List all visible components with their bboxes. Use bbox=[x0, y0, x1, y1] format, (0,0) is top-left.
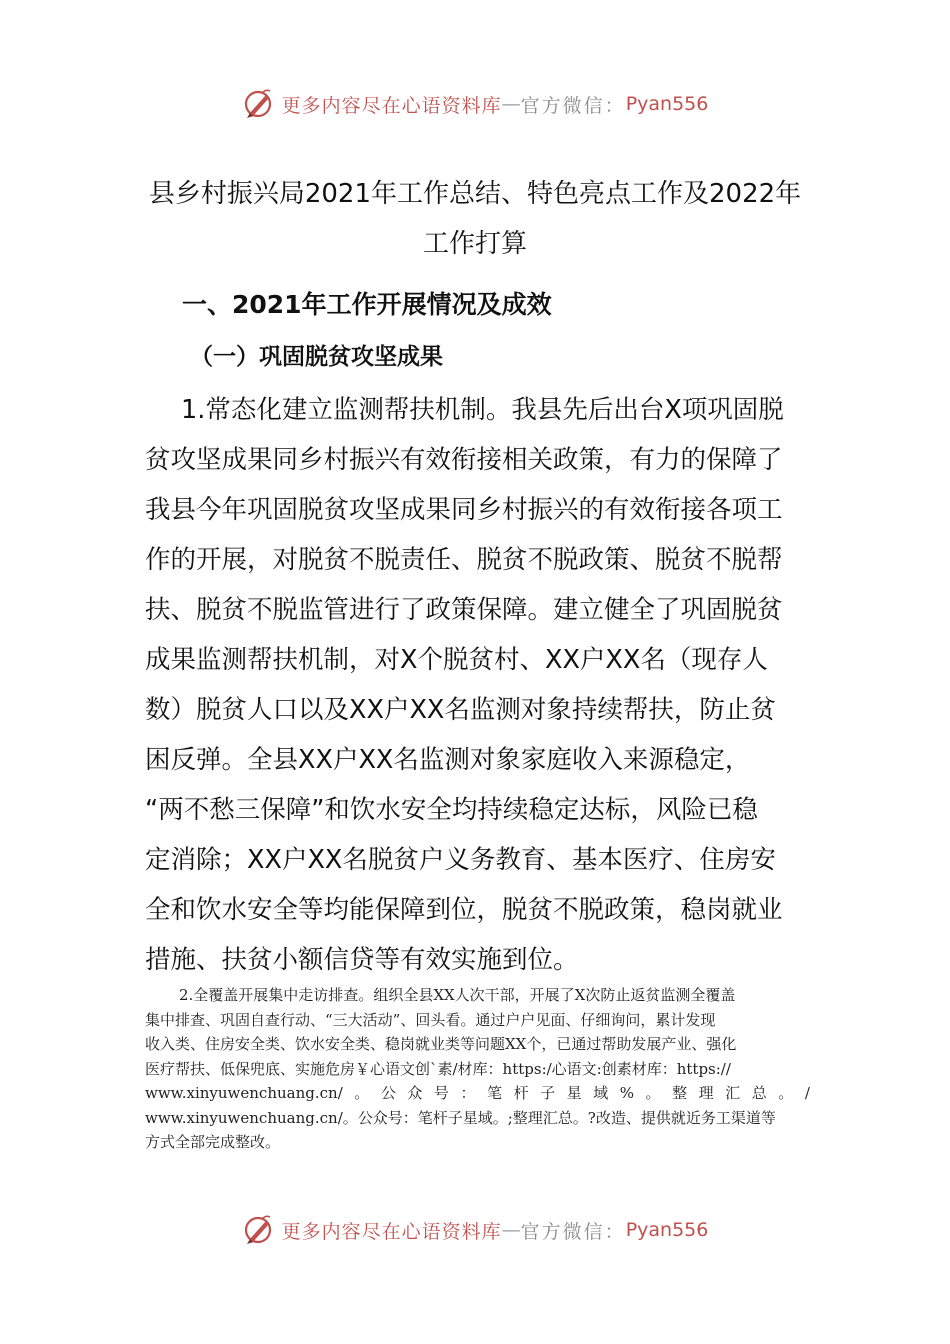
spread-token: 星 bbox=[566, 1084, 582, 1102]
banner-text: 更多内容尽在心语资料库 bbox=[281, 94, 502, 117]
pen-logo-icon bbox=[242, 87, 276, 121]
spread-token: 众 bbox=[407, 1084, 423, 1102]
small-paragraph-line: 集中排查、巩固自查行动、“三大活动”、回头看。通过户户见面、仔细询问，累计发现 bbox=[145, 1010, 716, 1029]
document-title-line-2: 工作打算 bbox=[422, 229, 527, 259]
spread-token: ： bbox=[460, 1084, 476, 1102]
spread-token: 总 bbox=[751, 1084, 767, 1102]
subsection-heading: （一）巩固脱贫攻坚成果 bbox=[190, 344, 443, 370]
small-paragraph-line-spread bbox=[145, 1081, 810, 1106]
spread-token: 。 bbox=[354, 1084, 370, 1102]
banner-wechat-label: 官方微信： bbox=[520, 94, 626, 117]
paragraph-line: 1.常态化建立监测帮扶机制。我县先后出台X项巩固脱 bbox=[181, 395, 784, 425]
paragraph-line: 成果监测帮扶机制，对X个脱贫村、XX户XX名（现存人 bbox=[145, 645, 768, 675]
paragraph-line: 扶、脱贫不脱监管进行了政策保障。建立健全了巩固脱贫 bbox=[145, 595, 783, 625]
small-paragraph-line: 方式全部完成整改。 bbox=[145, 1133, 281, 1151]
spread-token: 杆 bbox=[513, 1084, 529, 1102]
paragraph-line: 困反弹。全县XX户XX名监测对象家庭收入来源稳定， bbox=[145, 745, 751, 775]
header-banner bbox=[0, 84, 950, 124]
spread-token: 理 bbox=[698, 1084, 714, 1102]
small-paragraph-line: 医疗帮扶、低保兜底、实施危房￥心语文创`素/材库：https:/心语文:创素材库：https:// bbox=[145, 1059, 731, 1078]
banner-wechat-id: Pyan556 bbox=[625, 1219, 709, 1241]
section-heading: 一、2021年工作开展情况及成效 bbox=[182, 290, 552, 319]
spread-token: 公 bbox=[380, 1084, 396, 1102]
paragraph-line: 作的开展，对脱贫不脱责任、脱贫不脱政策、脱贫不脱帮 bbox=[145, 545, 783, 575]
paragraph-line: 措施、扶贫小额信贷等有效实施到位。 bbox=[145, 945, 579, 975]
banner-text: 更多内容尽在心语资料库 bbox=[281, 1220, 502, 1243]
pen-logo-icon bbox=[242, 1213, 276, 1247]
spread-token: 。 bbox=[778, 1084, 794, 1102]
spread-token: 。 bbox=[645, 1084, 661, 1102]
spread-token: % bbox=[619, 1084, 635, 1102]
spread-token: 子 bbox=[540, 1084, 556, 1102]
banner-wechat-label: 官方微信： bbox=[520, 1220, 626, 1243]
paragraph-line: “两不愁三保障”和饮水安全均持续稳定达标，风险已稳 bbox=[145, 795, 758, 825]
spread-token: / bbox=[804, 1084, 810, 1102]
document-title-line-1: 县乡村振兴局2021年工作总结、特色亮点工作及2022年 bbox=[148, 179, 802, 209]
paragraph-1 bbox=[145, 390, 810, 990]
small-paragraph-line: 收入类、住房安全类、饮水安全类、稳岗就业类等问题XX个，已通过帮助发展产业、强化 bbox=[145, 1035, 737, 1053]
paragraph-line: 贫攻坚成果同乡村振兴有效衔接相关政策，有力的保障了 bbox=[145, 445, 783, 475]
spread-token: 号 bbox=[433, 1084, 449, 1102]
spread-token: 汇 bbox=[725, 1084, 741, 1102]
small-paragraph-line: 2.全覆盖开展集中走访排查。组织全县XX人次干部，开展了X次防止返贫监测全覆盖 bbox=[179, 986, 736, 1004]
spread-token: 笔 bbox=[487, 1084, 503, 1102]
banner-dash: — bbox=[501, 93, 521, 115]
spread-token: 整 bbox=[672, 1084, 688, 1102]
paragraph-line: 全和饮水安全等均能保障到位，脱贫不脱政策，稳岗就业 bbox=[145, 895, 783, 925]
paragraph-line: 数）脱贫人口以及XX户XX名监测对象持续帮扶，防止贫 bbox=[145, 695, 776, 725]
banner-wechat-id: Pyan556 bbox=[625, 93, 709, 115]
paragraph-2 bbox=[145, 983, 810, 1155]
footer-banner bbox=[0, 1210, 950, 1250]
spread-token: www.xinyuwenchuang.cn/ bbox=[145, 1084, 343, 1102]
banner-dash: — bbox=[501, 1219, 521, 1241]
spread-token: 域 bbox=[593, 1084, 609, 1102]
paragraph-line: 定消除；XX户XX名脱贫户义务教育、基本医疗、住房安 bbox=[145, 845, 776, 875]
paragraph-line: 我县今年巩固脱贫攻坚成果同乡村振兴的有效衔接各项工 bbox=[145, 495, 783, 525]
small-paragraph-line: www.xinyuwenchuang.cn/。公众号：笔杆子星域。;整理汇总。?改造、提供就近务工渠道等 bbox=[145, 1108, 776, 1127]
